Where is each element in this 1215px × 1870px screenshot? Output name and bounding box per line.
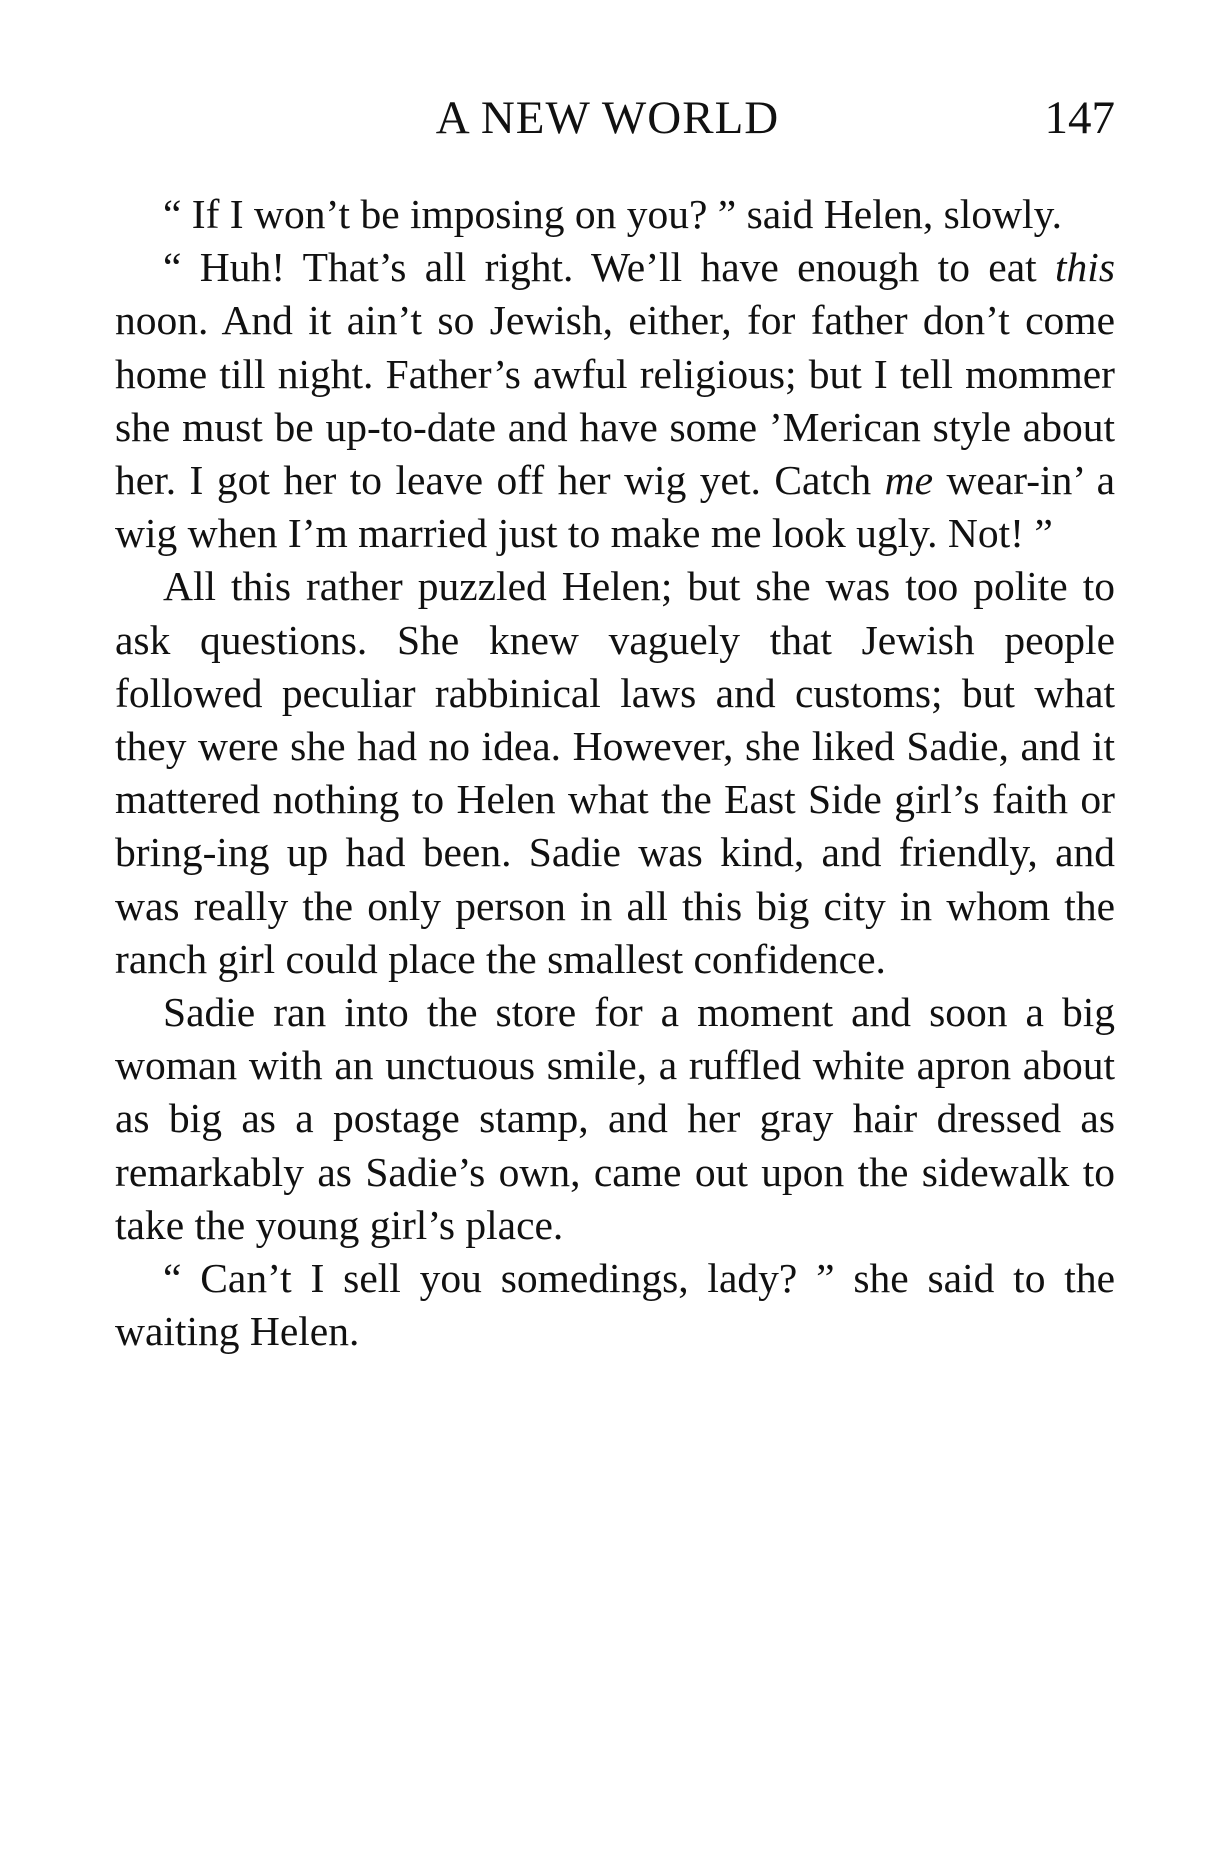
- emphasis-me: me: [884, 457, 933, 504]
- paragraph-2-part-2: noon. And it ain’t so Jewish, either, for father don’t come home till night. Father’s awful religious; but I tell mommer she must be up-to-date and have some ’Merican style about her. I got her to leave off her wig yet. Catch: [115, 297, 1115, 504]
- running-title: A NEW WORLD: [435, 92, 780, 144]
- paragraph-5: “ Can’t I sell you somedings, lady? ” she said to the waiting Helen.: [115, 1255, 1115, 1355]
- emphasis-this: this: [1055, 244, 1115, 291]
- running-head: [0, 88, 1215, 148]
- paragraph-1: “ If I won’t be imposing on you? ” said Helen, slowly.: [163, 191, 1062, 237]
- paragraph-4: Sadie ran into the store for a moment and soon a big woman with an unctuous smile, a ruffled white apron about as big as a postage stamp, and her gray hair dressed as remarkably as Sadie’s own, came out upon the sidewalk to take the young girl’s place.: [115, 989, 1115, 1248]
- paragraph-2-part-3: wear-in’ a wig when I’m married just to make me look ugly. Not! ”: [115, 457, 1115, 557]
- body-text: [115, 188, 1115, 1358]
- paragraph-2: [115, 241, 1115, 560]
- paragraph-2-part-1: “ Huh! That’s all right. We’ll have enough to eat: [163, 244, 1056, 291]
- paragraph-3: All this rather puzzled Helen; but she was too polite to ask questions. She knew vaguely that Jewish people followed peculiar rabbinical laws and customs; but what they were she had no idea. However, she liked Sadie, and it mattered nothing to Helen what the East Side girl’s faith or bring-ing up had been. Sadie was kind, and friendly, and was really the only person in all this big city in whom the ranch girl could place the smallest confidence.: [115, 563, 1115, 982]
- page-number: 147: [1044, 92, 1115, 144]
